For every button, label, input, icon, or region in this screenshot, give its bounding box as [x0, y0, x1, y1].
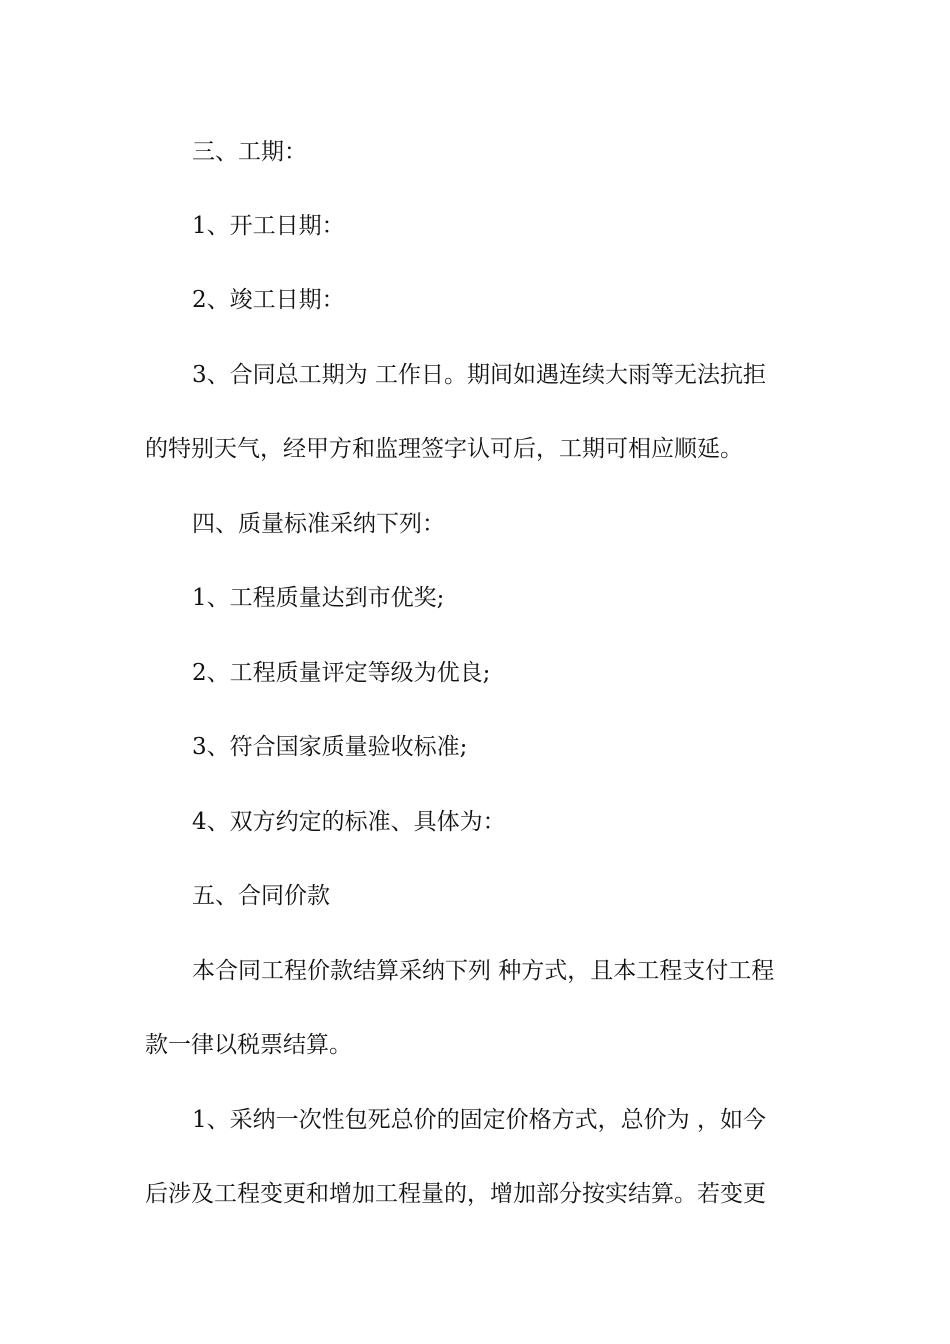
- text-line: 四、质量标准采纳下列：: [192, 511, 445, 537]
- text-line: 1、工程质量达到市优奖;: [192, 585, 445, 611]
- total-duration-paragraph: [145, 338, 810, 486]
- text-line: 2、竣工日期：: [192, 287, 345, 313]
- start-date-item: [145, 189, 810, 263]
- fixed-price-paragraph: [145, 1083, 810, 1231]
- text-line: 款一律以税票结算。: [145, 1032, 352, 1058]
- text-line: 五、合同价款: [192, 883, 330, 909]
- text-line: 3、合同总工期为 工作日。期间如遇连续大雨等无法抗拒: [192, 362, 766, 388]
- quality-item-4: [145, 785, 810, 859]
- completion-date-item: [145, 263, 810, 337]
- text-line: 三、工期：: [192, 139, 307, 165]
- settlement-method-paragraph: [145, 934, 810, 1082]
- quality-item-2: [145, 636, 810, 710]
- section-4-heading: [145, 487, 810, 561]
- text-line: 3、符合国家质量验收标准;: [192, 734, 468, 760]
- text-line: 1、开工日期：: [192, 213, 345, 239]
- text-line: 的特别天气，经甲方和监理签字认可后，工期可相应顺延。: [145, 436, 743, 462]
- text-line: 4、双方约定的标准、具体为：: [192, 809, 506, 835]
- text-line: 本合同工程价款结算采纳下列 种方式，且本工程支付工程: [192, 958, 775, 984]
- text-line: 后涉及工程变更和增加工程量的，增加部分按实结算。若变更: [145, 1181, 766, 1207]
- quality-item-1: [145, 561, 810, 635]
- quality-item-3: [145, 710, 810, 784]
- text-line: 1、采纳一次性包死总价的固定价格方式，总价为 ，如今: [192, 1107, 766, 1133]
- section-5-heading: [145, 859, 810, 933]
- text-line: 2、工程质量评定等级为优良;: [192, 660, 491, 686]
- section-3-heading: [145, 115, 810, 189]
